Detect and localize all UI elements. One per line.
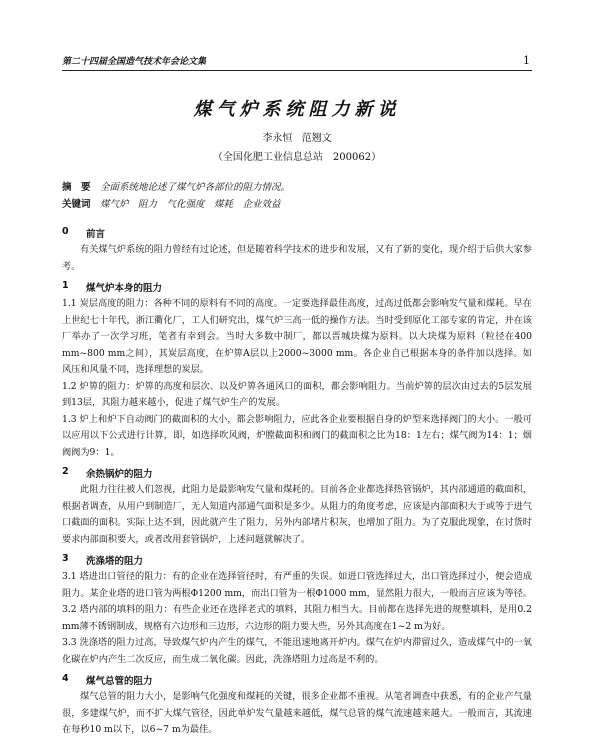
header-rule: [62, 70, 532, 71]
section-number: 3: [62, 553, 69, 564]
article-body: [62, 226, 532, 739]
paper-page: [62, 54, 532, 739]
article-title: 煤气炉系统阻力新说: [193, 99, 401, 120]
section-heading: [62, 466, 532, 480]
paragraph: 3.1 塔进出口管径的阻力：有的企业在选择管径时，有严重的失误。如进口管选择过大，出口管选择过小，便会造成阻力。某企业塔的进口管为两根Φ1200 mm，而出口管为一根Φ1000 mm，显然阻力很大，一般而言应该为等径。: [62, 571, 533, 599]
author-name: 范翘文: [301, 133, 332, 144]
paragraph: 煤气总管的阻力大小，是影响气化强度和煤耗的关键，很多企业都不重视。从笔者调查中获悉，有的企业产气量很，多建煤气炉，而不扩大煤气管径，因此单炉发气量越来越低，煤气总管的煤气流速越来越大。一般而言，其流速在每秒10 m以下，以6~7 m为最佳。: [62, 691, 532, 735]
section-number: 0: [62, 226, 69, 237]
keywords-label: 关键词: [62, 199, 91, 210]
paragraph: 有关煤气炉系统的阻力曾经有过论述，但是随着科学技术的进步和发展，又有了新的变化，现介绍于后供大家参考。: [62, 244, 532, 272]
section-number: 2: [62, 466, 69, 477]
author-name: 李永恒: [262, 133, 293, 144]
section-number: 4: [62, 673, 69, 684]
paragraph: 此阻力往往被人们忽视，此阻力是最影响发气量和煤耗的。目前各企业都选择热管锅炉，其内部通道的截面积，根据者调查，从用户到制造厂，无人知道内部通气面积是多少。从阻力的角度考虑，应该是内部面积大于或等于进气口截面的面积。实际上达不到，因此就产生了阻力，另外内部堵片积灰，也增加了阻力。为了克服此现象，在讨货时要求内部面积要大，或者改用套管锅炉，上述问题就解决了。: [62, 484, 532, 545]
paragraph: 1.2 炉箅的阻力：炉箅的高度和层次、以及炉箅各通风口的面积，都会影响阻力。当前炉箅的层次由过去的5层发展到13层，其阻力越来越小，促进了煤气炉生产的发展。: [62, 380, 532, 408]
section-title: 煤气炉本身的阻力: [86, 283, 163, 294]
abstract-label: 摘 要: [62, 182, 91, 193]
section-title: 前言: [86, 229, 106, 240]
section-number: 1: [62, 280, 69, 291]
section-heading: [62, 226, 532, 240]
abstract-text: 全面系统地论述了煤气炉各部位的阻力情况。: [100, 182, 291, 193]
section-heading: [62, 280, 532, 294]
running-title: 第二十四届全国造气技术年会论文集: [62, 57, 207, 67]
section-title: 煤气总管的阻力: [86, 676, 153, 687]
keywords-text: 煤气炉 阻力 气化强度 煤耗 企业效益: [100, 199, 281, 210]
abstract: [62, 179, 532, 193]
article-affiliation: （全国化肥工业信息总站 200062）: [212, 152, 382, 163]
paragraph: 3.3 洗涤塔的阻力过高，导致煤气炉内产生的煤气，不能迅速地离开炉内。煤气在炉内滞留过久，造成煤气中的一氧化碳在炉内产生二次反应，而生成二氧化碳。因此，洗涤塔阻力过高是不利的。: [62, 637, 532, 665]
running-header: [62, 54, 532, 69]
section-heading: [62, 673, 532, 687]
paragraph: 1.1 炭层高度的阻力：各种不同的原料有不同的高度。一定要选择最佳高度，过高过低都会影响发气量和煤耗。早在上世纪七十年代，浙江衢化厂，工人们研究出，煤气炉三高一低的操作方法。当时受到原化工部专家的肯定，并在该厂举办了一次学习班，笔者有幸到会。当时大多数中制厂，都以晋城块煤为原料。以大块煤为原料（粒径在400 mm~800 mm之间），其炭层高度，在炉箅A层以上2000~3000 mm。各企业自己根据本身的条件加以选择。如风压和风量不同，选择理想的炭层。: [62, 298, 532, 375]
section-title: 余热锅炉的阻力: [86, 469, 153, 480]
article-authors: [62, 129, 532, 144]
keywords: [62, 196, 532, 210]
page-number: 1: [523, 54, 530, 67]
paragraph: 3.2 塔内部的填料的阻力：有些企业还在选择老式的填料，其阻力相当大。目前都在选择先进的规整填料，是用0.2 mm薄不锈钢制成，规格有六边形和三边形，六边形的阻力要大些，另外其高度在1~2 m为好。: [62, 604, 532, 632]
paragraph: 1.3 炉上和炉下自动阀门的截面积的大小，都会影响阻力，应此各企业要根据自身的炉型来选择阀门的大小。一般可以应用以下公式进行计算，即，如选择吹风阀，炉膛截面积和阀门的截面积之比为18：1左右；煤气阀为14：1；烟阀阀为9：1。: [62, 413, 532, 458]
section-heading: [62, 553, 532, 567]
section-title: 洗涤塔的阻力: [86, 556, 144, 567]
